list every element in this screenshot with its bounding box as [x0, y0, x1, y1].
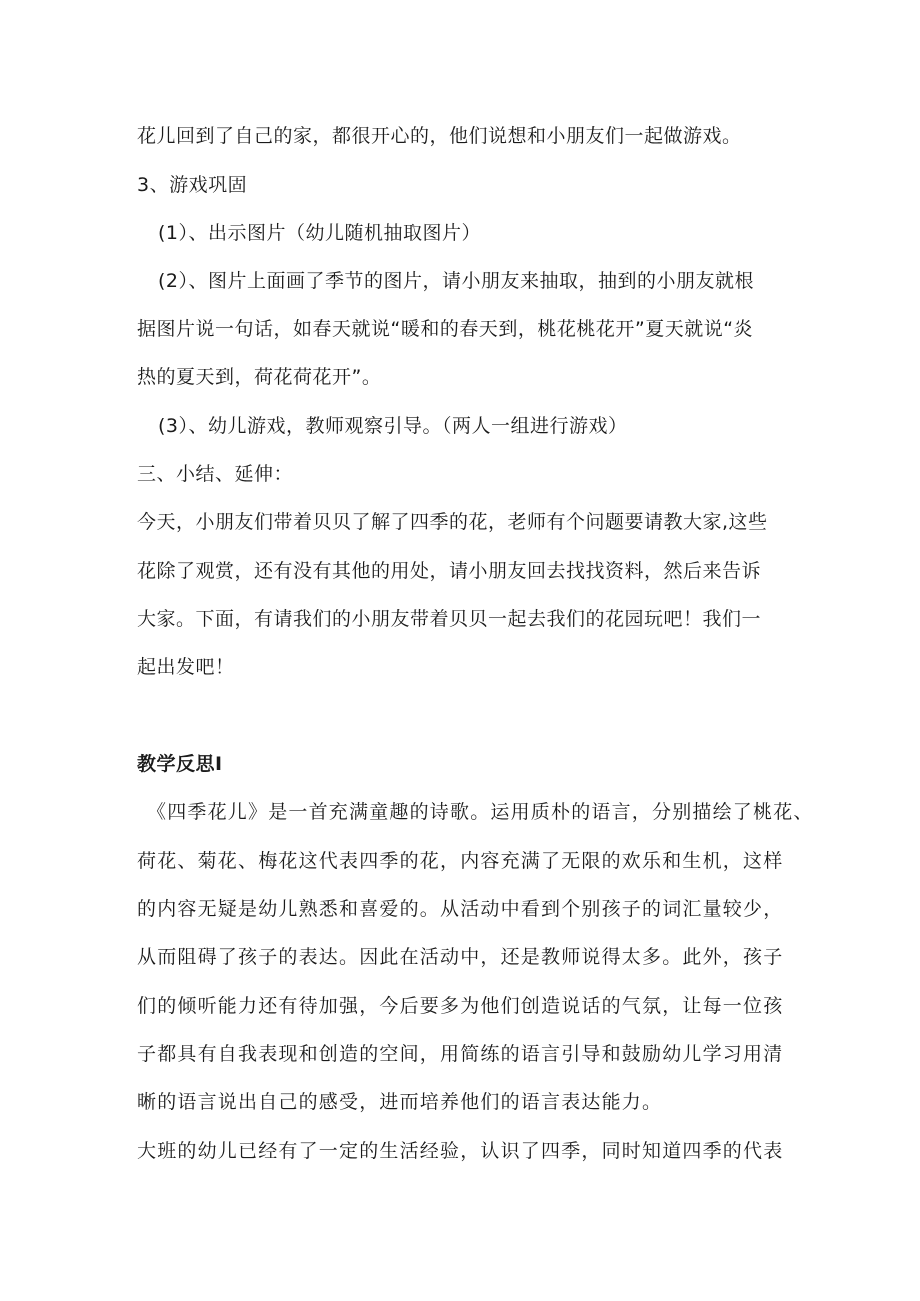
text-line: 的内容无疑是幼儿熟悉和喜爱的。从活动中看到个别孩子的词汇量较少，	[137, 898, 784, 920]
section-heading: 三、小结、延伸：	[137, 463, 294, 485]
text-line: 们的倾听能力还有待加强，今后要多为他们创造说话的气氛，让每一位孩	[137, 995, 784, 1017]
reflection-title: 教学反思I	[137, 753, 223, 775]
text-line: 荷花、菊花、梅花这代表四季的花，内容充满了无限的欢乐和生机，这样	[137, 850, 784, 872]
text-line: 大班的幼儿已经有了一定的生活经验，认识了四季，同时知道四季的代表	[137, 1140, 784, 1162]
text-line: 晰的语言说出自己的感受，进而培养他们的语言表达能力。	[137, 1091, 663, 1113]
text-line: 《四季花儿》是一首充满童趣的诗歌。运用质朴的语言，分别描绘了桃花、	[147, 801, 814, 823]
text-line: 起出发吧！	[137, 656, 235, 678]
text-line: 花儿回到了自己的家，都很开心的，他们说想和小朋友们一起做游戏。	[137, 125, 742, 147]
text-line: 花除了观赏，还有没有其他的用处，请小朋友回去找找资料，然后来告诉	[137, 560, 762, 582]
list-item: (2）、图片上面画了季节的图片，请小朋友来抽取，抽到的小朋友就根	[158, 270, 755, 292]
list-item: (3）、幼儿游戏，教师观察引导。（两人一组进行游戏）	[158, 415, 628, 437]
text-line: 大家。下面，有请我们的小朋友带着贝贝一起去我们的花园玩吧！我们一	[137, 608, 762, 630]
list-item: (1）、出示图片（幼儿随机抽取图片）	[158, 222, 482, 244]
text-line: 子都具有自我表现和创造的空间，用简练的语言引导和鼓励幼儿学习用清	[137, 1043, 784, 1065]
text-line: 今天，小朋友们带着贝贝了解了四季的花，老师有个问题要请教大家,这些	[137, 511, 768, 533]
text-line: 从而阻碍了孩子的表达。因此在活动中，还是教师说得太多。此外，孩子	[137, 946, 784, 968]
text-line: 据图片说一句话，如春天就说“暖和的春天到，桃花桃花开”夏天就说“炎	[137, 318, 754, 340]
section-heading: 3、游戏巩固	[137, 174, 248, 196]
text-line: 热的夏天到，荷花荷花开”。	[137, 366, 382, 388]
